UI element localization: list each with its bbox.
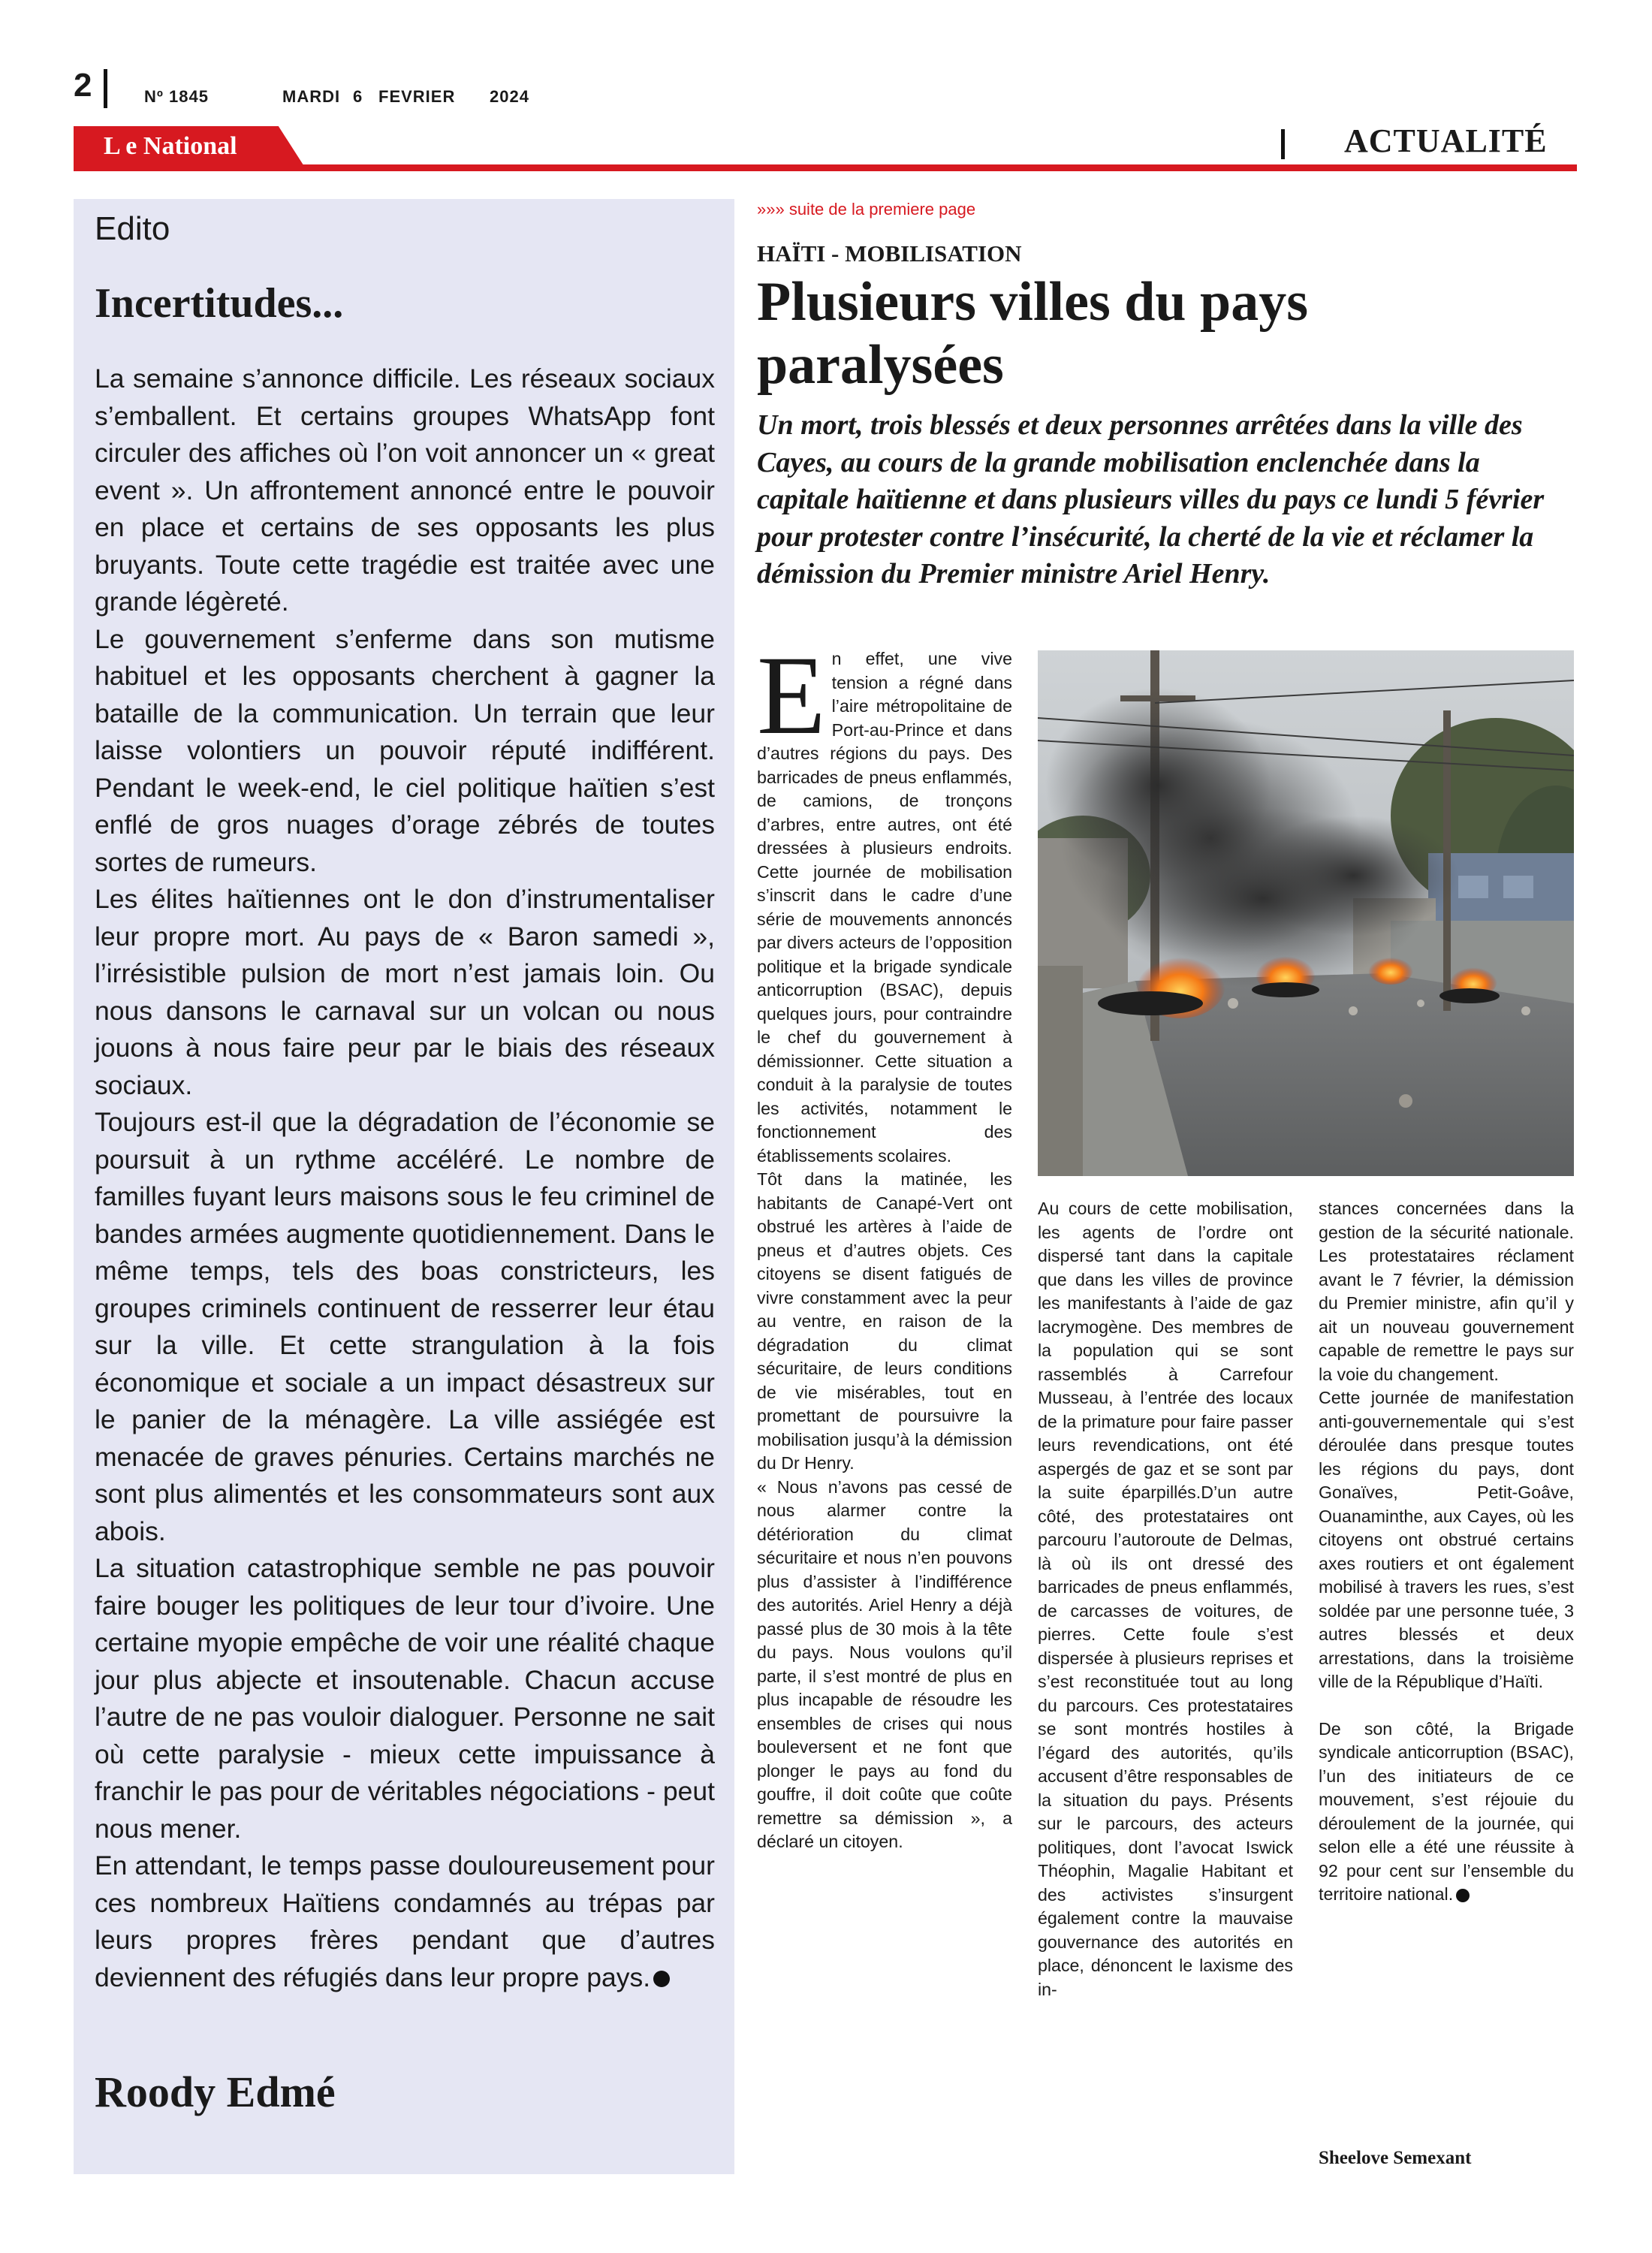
- issue-day: MARDI: [282, 87, 341, 106]
- article-paragraph: stances concernées dans la gestion de la sécurité nationale. Les protestataires réclament avant le 7 février, la démission du Premier ministre, afin qu’il y ait un nouveau gouvernement capable de remettre le pays sur la voie du changement.: [1319, 1199, 1574, 1384]
- continuation-note: »»» suite de la premiere page: [757, 200, 976, 219]
- edito-paragraph: En attendant, le temps passe douloureusement pour ces nombreux Haïtiens condamnés au trépas par leurs propres frères pendant que d’autres deviennent des réfugiés dans leur propre pays.: [95, 1850, 715, 1992]
- article-paragraph: De son côté, la Brigade syndicale anticorruption (BSAC), l’un des initiateurs de ce mouvement, s’est réjouie du déroulement de la journée, qui selon elle a été une réussite à 92 pour cent sur l’ensemble du territoire national.: [1319, 1718, 1574, 1904]
- article-column-2: [1038, 1197, 1293, 2001]
- brand-name: L e National: [104, 132, 237, 160]
- section-divider: [1281, 129, 1285, 159]
- page-number-divider: [104, 69, 107, 108]
- article-paragraph: Au cours de cette mobilisation, les agents de l’ordre ont dispersé tant dans la capitale que dans les villes de province les manifestants à l’aide de gaz lacrymogène. Des membres de la population qui se sont rassemblés à Carrefour Musseau, à l’entrée des locaux de la primature pour faire passer leurs revendications, ont été aspergés de gaz et se sont par la suite éparpillés.D’un autre côté, des protestataires ont parcouru l’autoroute de Delmas, là où ils ont dressé des barricades de pneus enflammés, de carcasses de voitures, de pierres. Cette foule s’est dispersée à plusieurs reprises et s’est reconstituée tout au long du parcours. Ces protestataires se sont montrés hostiles à l’égard des autorités, qu’ils accusent d’être responsables de la situation du pays. Présents sur le parcours, des acteurs politiques, dont l’avocat Iswick Théophin, Magalie Habitant et des activistes s’insurgent également contre la mauvaise gouvernance des autorités en place, dénoncent le laxisme des in-: [1038, 1199, 1293, 1999]
- page-number: 2: [74, 67, 92, 104]
- end-mark-icon: [653, 1971, 670, 1987]
- edito-paragraph: La semaine s’annonce difficile. Les réseaux sociaux s’emballent. Et certains groupes WhatsApp font circuler des affiches où l’on voit annoncer un « great event ». Un affrontement annoncé entre le pouvoir en place et certains de ses opposants les plus bruyants. Toute cette tragédie est traitée avec une grande légèreté.: [95, 363, 715, 617]
- edito-paragraph: La situation catastrophique semble ne pas pouvoir faire bouger les politiques de leur tour d’ivoire. Une certaine myopie empêche de voir une réalité chaque jour plus abjecte et insoutenable. Chacun accuse l’autre de ne pas vouloir dialoguer. Personne ne sait où cette paralysie - mieux cette impuissance à franchir le pas pour de véritables négociations - peut nous mener.: [95, 1553, 715, 1844]
- edito-paragraph: Les élites haïtiennes ont le don d’instrumentaliser leur propre mort. Au pays de « Baron samedi », l’irrésistible pulsion de mort n’est jamais loin. Ou nous dansons le carnaval sur un volcan ou nous jouons à nous faire peur par le biais des réseaux sociaux.: [95, 884, 715, 1100]
- barricade-photo-illustration: [1038, 650, 1574, 1176]
- article-headline: Plusieurs villes du pays paralysées: [757, 271, 1309, 396]
- edito-paragraph: Le gouvernement s’enferme dans son mutisme habituel et les opposants cherchent à gagner la bataille de la communication. Un terrain que leur laisse volontiers un pouvoir réputé indifférent. Pendant le week-end, le ciel politique haïtien s’est enflé de gros nuages d’orage zébrés de toutes sortes de rumeurs.: [95, 623, 715, 877]
- article-paragraph: « Nous n’avons pas cessé de nous alarmer contre la détérioration du climat sécuritaire et nous n’en pouvons plus d’assister à l’indifférence des autorités. Ariel Henry a déjà passé plus de 30 mois à la tête du pays. Nous voulons qu’il parte, il s’est montré de plus en plus incapable de résoudre les ensembles de crises qui nous bouleversent et ne font que plonger le pays au fond du gouffre, il doit coûte que coûte remettre sa démission », a déclaré un citoyen.: [757, 1476, 1012, 1851]
- end-mark-icon: [1456, 1889, 1470, 1902]
- edito-label: Edito: [95, 210, 170, 247]
- article-standfirst: Un mort, trois blessés et deux personnes arrêtées dans la ville des Cayes, au cours de la grande mobilisation enclenchée dans la capitale haïtienne et dans plusieurs villes du pays ce lundi 5 février pour protester contre l’insécurité, la cherté de la vie et réclamer la démission du Premier ministre Ariel Henry.: [757, 409, 1545, 590]
- edito-body: [95, 360, 715, 1996]
- drop-cap: E: [757, 633, 826, 758]
- issue-date: 6: [353, 87, 363, 106]
- article-byline: Sheelove Semexant: [1319, 2148, 1472, 2168]
- article-photo: [1038, 650, 1574, 1176]
- edito-paragraph-last: [95, 1847, 715, 1996]
- edito-author: Roody Edmé: [95, 2068, 336, 2116]
- article-paragraph: n effet, une vive tension a régné dans l’aire métropolitaine de Port-au-Prince et dans d’autres régions du pays. Des barricades de pneus enflammés, de camions, de tronçons d’arbres, entre autres, ont été dressées à plusieurs endroits. Cette journée de mobilisation s’inscrit dans le cadre d’une série de mouvements annoncés par divers acteurs de l’opposition politique et la brigade syndicale anticorruption (BSAC), depuis quelques jours, pour contraindre le chef du gouvernement à démissionner. Cette situation a conduit à la paralysie de toutes les activités, notamment le fonctionnement des établissements scolaires.: [757, 649, 1012, 1166]
- article-paragraph: Tôt dans la matinée, les habitants de Canapé-Vert ont obstrué les artères à l’aide de pneus et d’autres objets. Ces citoyens se disent fatigués de vivre constamment avec la peur au ventre, en raison de la dégradation du climat sécuritaire, de leurs conditions de vie misérables, tout en promettant de poursuivre la mobilisation jusqu’à la démission du Dr Henry.: [757, 1169, 1012, 1473]
- article-column-1: [757, 633, 1012, 1854]
- section-title: ACTUALITÉ: [1344, 122, 1548, 159]
- article-kicker: HAÏTI - MOBILISATION: [757, 240, 1022, 267]
- issue-year: 2024: [490, 87, 529, 106]
- edito-paragraph: Toujours est-il que la dégradation de l’économie se poursuit à un rythme accéléré. Le nombre de familles fuyant leurs maisons sous le feu criminel de bandes armées augmente quotidiennement. Dans le même temps, tels des boas constricteurs, les groupes criminels continuent de resserrer leur étau sur la ville. Et cette strangulation à la fois économique et sociale a un impact désastreux sur le panier de la ménagère. La ville assiégée est menacée de graves pénuries. Certains marchés ne sont plus alimentés et les consommateurs sont aux abois.: [95, 1107, 715, 1546]
- edito-title: Incertitudes...: [95, 280, 344, 327]
- article-paragraph: Cette journée de manifestation anti-gouvernementale qui s’est déroulée dans presque toutes les régions du pays, dont Gonaïves, Petit-Goâve, Ouanaminthe, aux Cayes, où les citoyens ont obstrué certains axes routiers et ont également mobilisé à travers les rues, s’est soldée par une personne tuée, 3 autres blessés et deux arrestations, dans la troisième ville de la République d’Haïti.: [1319, 1388, 1574, 1691]
- article-paragraph-last: [1319, 1718, 1574, 1907]
- article-column-3: [1319, 1197, 1574, 1907]
- issue-number: Nº 1845: [144, 87, 209, 106]
- issue-month: FEVRIER: [378, 87, 456, 106]
